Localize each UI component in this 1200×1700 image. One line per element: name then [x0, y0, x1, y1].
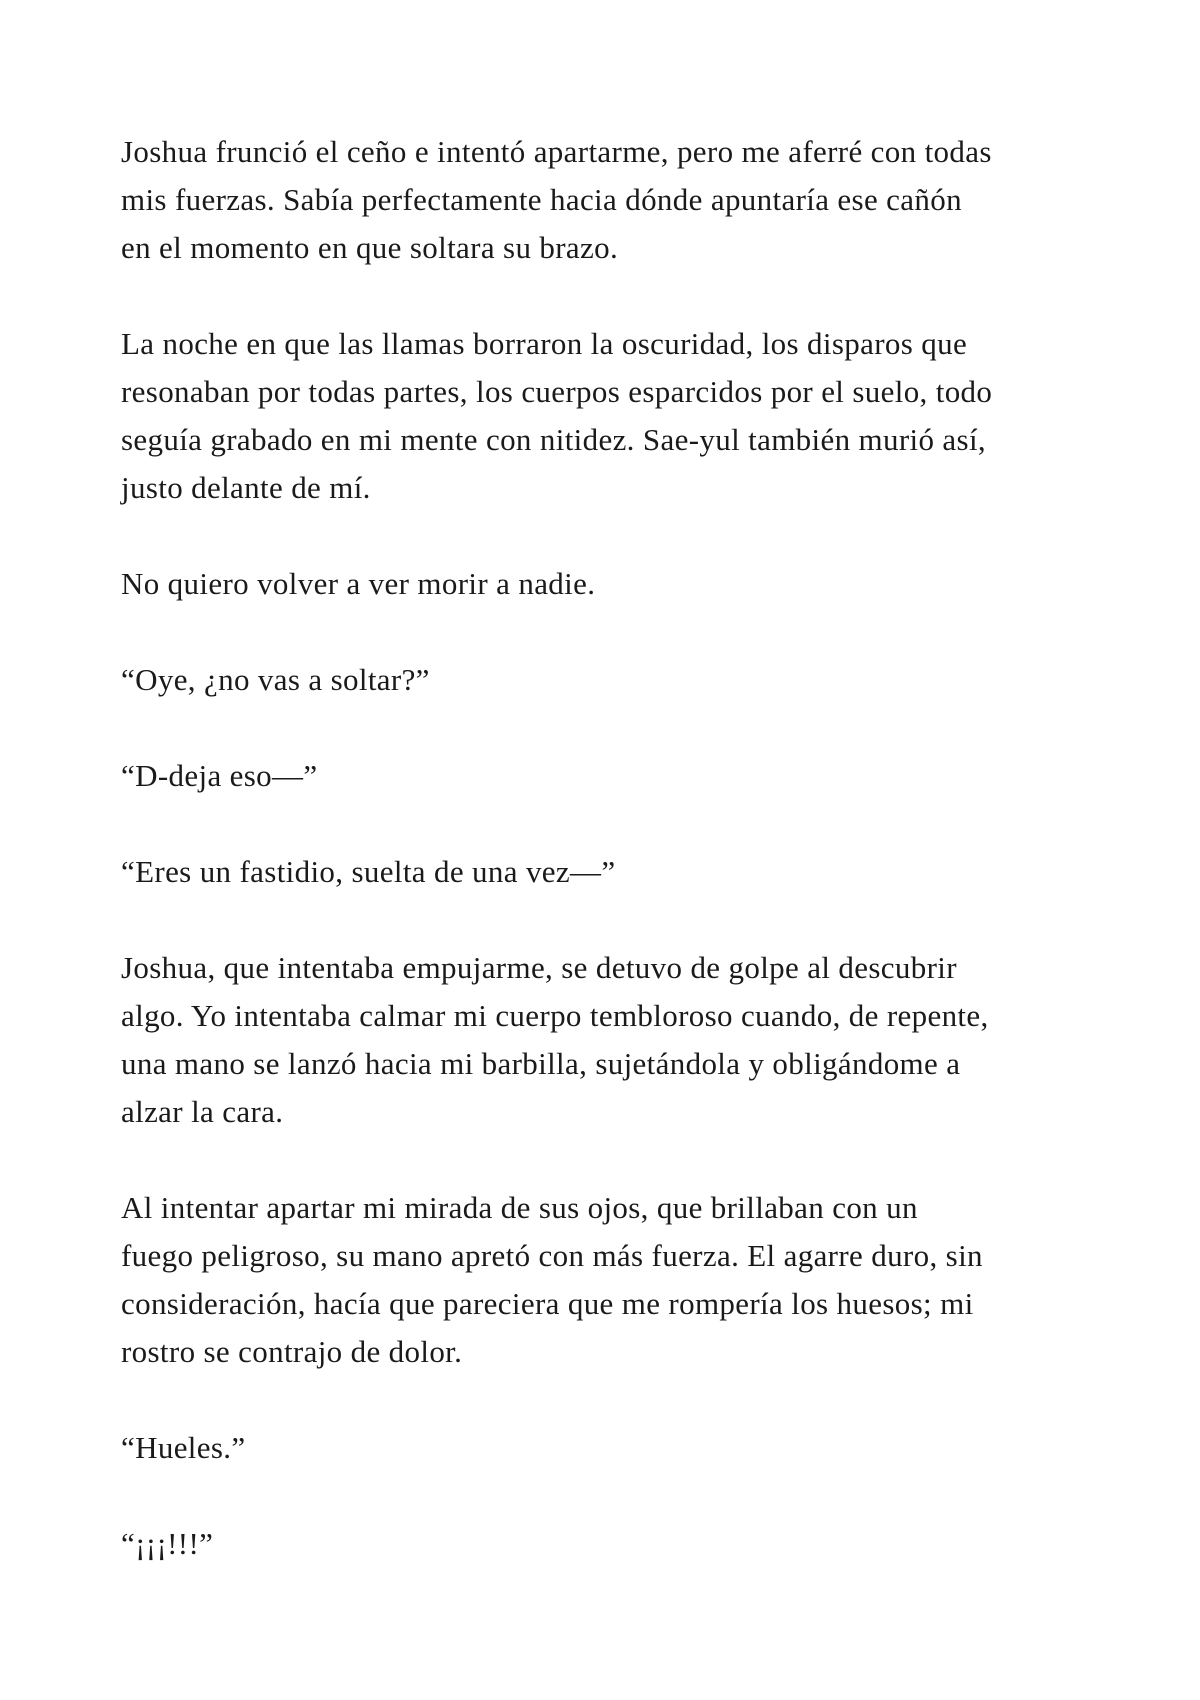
text-line: No quiero volver a ver morir a nadie.	[121, 566, 596, 601]
text-line: fuego peligroso, su mano apretó con más fuerza. El agarre duro, sin	[121, 1238, 983, 1273]
paragraph-2	[121, 320, 1101, 512]
dialogue-line-5	[121, 1520, 1101, 1568]
text-line: en el momento en que soltara su brazo.	[121, 230, 619, 265]
text-line: seguía grabado en mi mente con nitidez. Sae-yul también murió así,	[121, 422, 987, 457]
document-page	[121, 128, 1101, 1616]
text-line: alzar la cara.	[121, 1094, 284, 1129]
paragraph-5	[121, 1184, 1101, 1376]
text-line: Joshua, que intentaba empujarme, se detuvo de golpe al descubrir	[121, 950, 957, 985]
dialogue-line-2	[121, 752, 1101, 800]
paragraph-1	[121, 128, 1101, 272]
paragraph-3	[121, 560, 1101, 608]
dialogue-line-1	[121, 656, 1101, 704]
paragraph-4	[121, 944, 1101, 1136]
text-line: mis fuerzas. Sabía perfectamente hacia dónde apuntaría ese cañón	[121, 182, 962, 217]
dialogue-line-4	[121, 1424, 1101, 1472]
text-line: Al intentar apartar mi mirada de sus ojos, que brillaban con un	[121, 1190, 918, 1225]
text-line: resonaban por todas partes, los cuerpos esparcidos por el suelo, todo	[121, 374, 993, 409]
text-line: “Eres un fastidio, suelta de una vez—”	[121, 854, 616, 889]
text-line: justo delante de mí.	[121, 470, 371, 505]
text-line: “Oye, ¿no vas a soltar?”	[121, 662, 430, 697]
text-line: “¡¡¡!!!”	[121, 1526, 214, 1561]
text-line: Joshua frunció el ceño e intentó apartarme, pero me aferré con todas	[121, 134, 992, 169]
text-line: rostro se contrajo de dolor.	[121, 1334, 463, 1369]
text-line: consideración, hacía que pareciera que me rompería los huesos; mi	[121, 1286, 974, 1321]
text-line: una mano se lanzó hacia mi barbilla, sujetándola y obligándome a	[121, 1046, 961, 1081]
text-line: “Hueles.”	[121, 1430, 246, 1465]
text-line: La noche en que las llamas borraron la oscuridad, los disparos que	[121, 326, 968, 361]
text-line: “D-deja eso—”	[121, 758, 318, 793]
text-line: algo. Yo intentaba calmar mi cuerpo tembloroso cuando, de repente,	[121, 998, 989, 1033]
dialogue-line-3	[121, 848, 1101, 896]
